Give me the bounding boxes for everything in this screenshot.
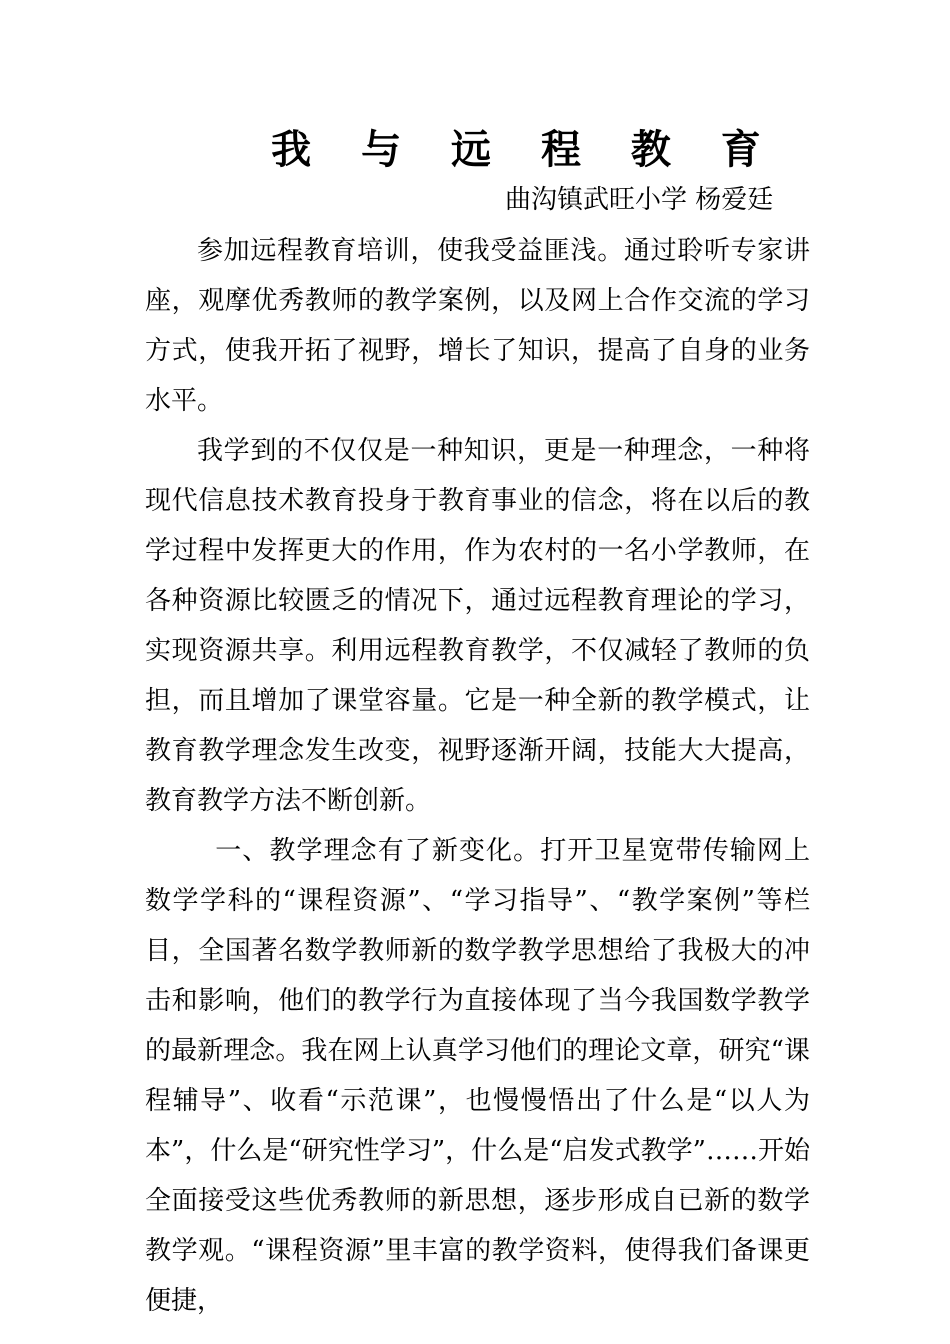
- document-body: [145, 226, 810, 1326]
- document-author: 曲沟镇武旺小学 杨爱廷: [505, 185, 774, 215]
- paragraph-1: 参加远程教育培训，使我受益匪浅。通过聆听专家讲座，观摩优秀教师的教学案例，以及网上合作交流的学习方式，使我开拓了视野，增长了知识，提高了自身的业务水平。: [145, 236, 810, 416]
- paragraph-3: 一、教学理念有了新变化。打开卫星宽带传输网上数学学科的“课程资源”、“学习指导”、“教学案例”等栏目，全国著名数学教师新的数学教学思想给了我极大的冲击和影响，他们的教学行为直接体现了当今我国数学教学的最新理念。我在网上认真学习他们的理论文章，研究“课程辅导”、收看“示范课”，也慢慢悟出了什么是“以人为本”，什么是“研究性学习”，什么是“启发式教学”……开始全面接受这些优秀教师的新思想，逐步形成自已新的数学教学观。“课程资源”里丰富的教学资料，使得我们备课更便捷，: [145, 836, 810, 1316]
- paragraph-2: 我学到的不仅仅是一种知识，更是一种理念，一种将现代信息技术教育投身于教育事业的信念，将在以后的教学过程中发挥更大的作用，作为农村的一名小学教师，在各种资源比较匮乏的情况下，通过远程教育理论的学习，实现资源共享。利用远程教育教学，不仅减轻了教师的负担，而且增加了课堂容量。它是一种全新的教学模式，让教育教学理念发生改变，视野逐渐开阔，技能大大提高，教育教学方法不断创新。: [145, 436, 810, 816]
- document-title: 我 与 远 程 教 育: [271, 126, 779, 173]
